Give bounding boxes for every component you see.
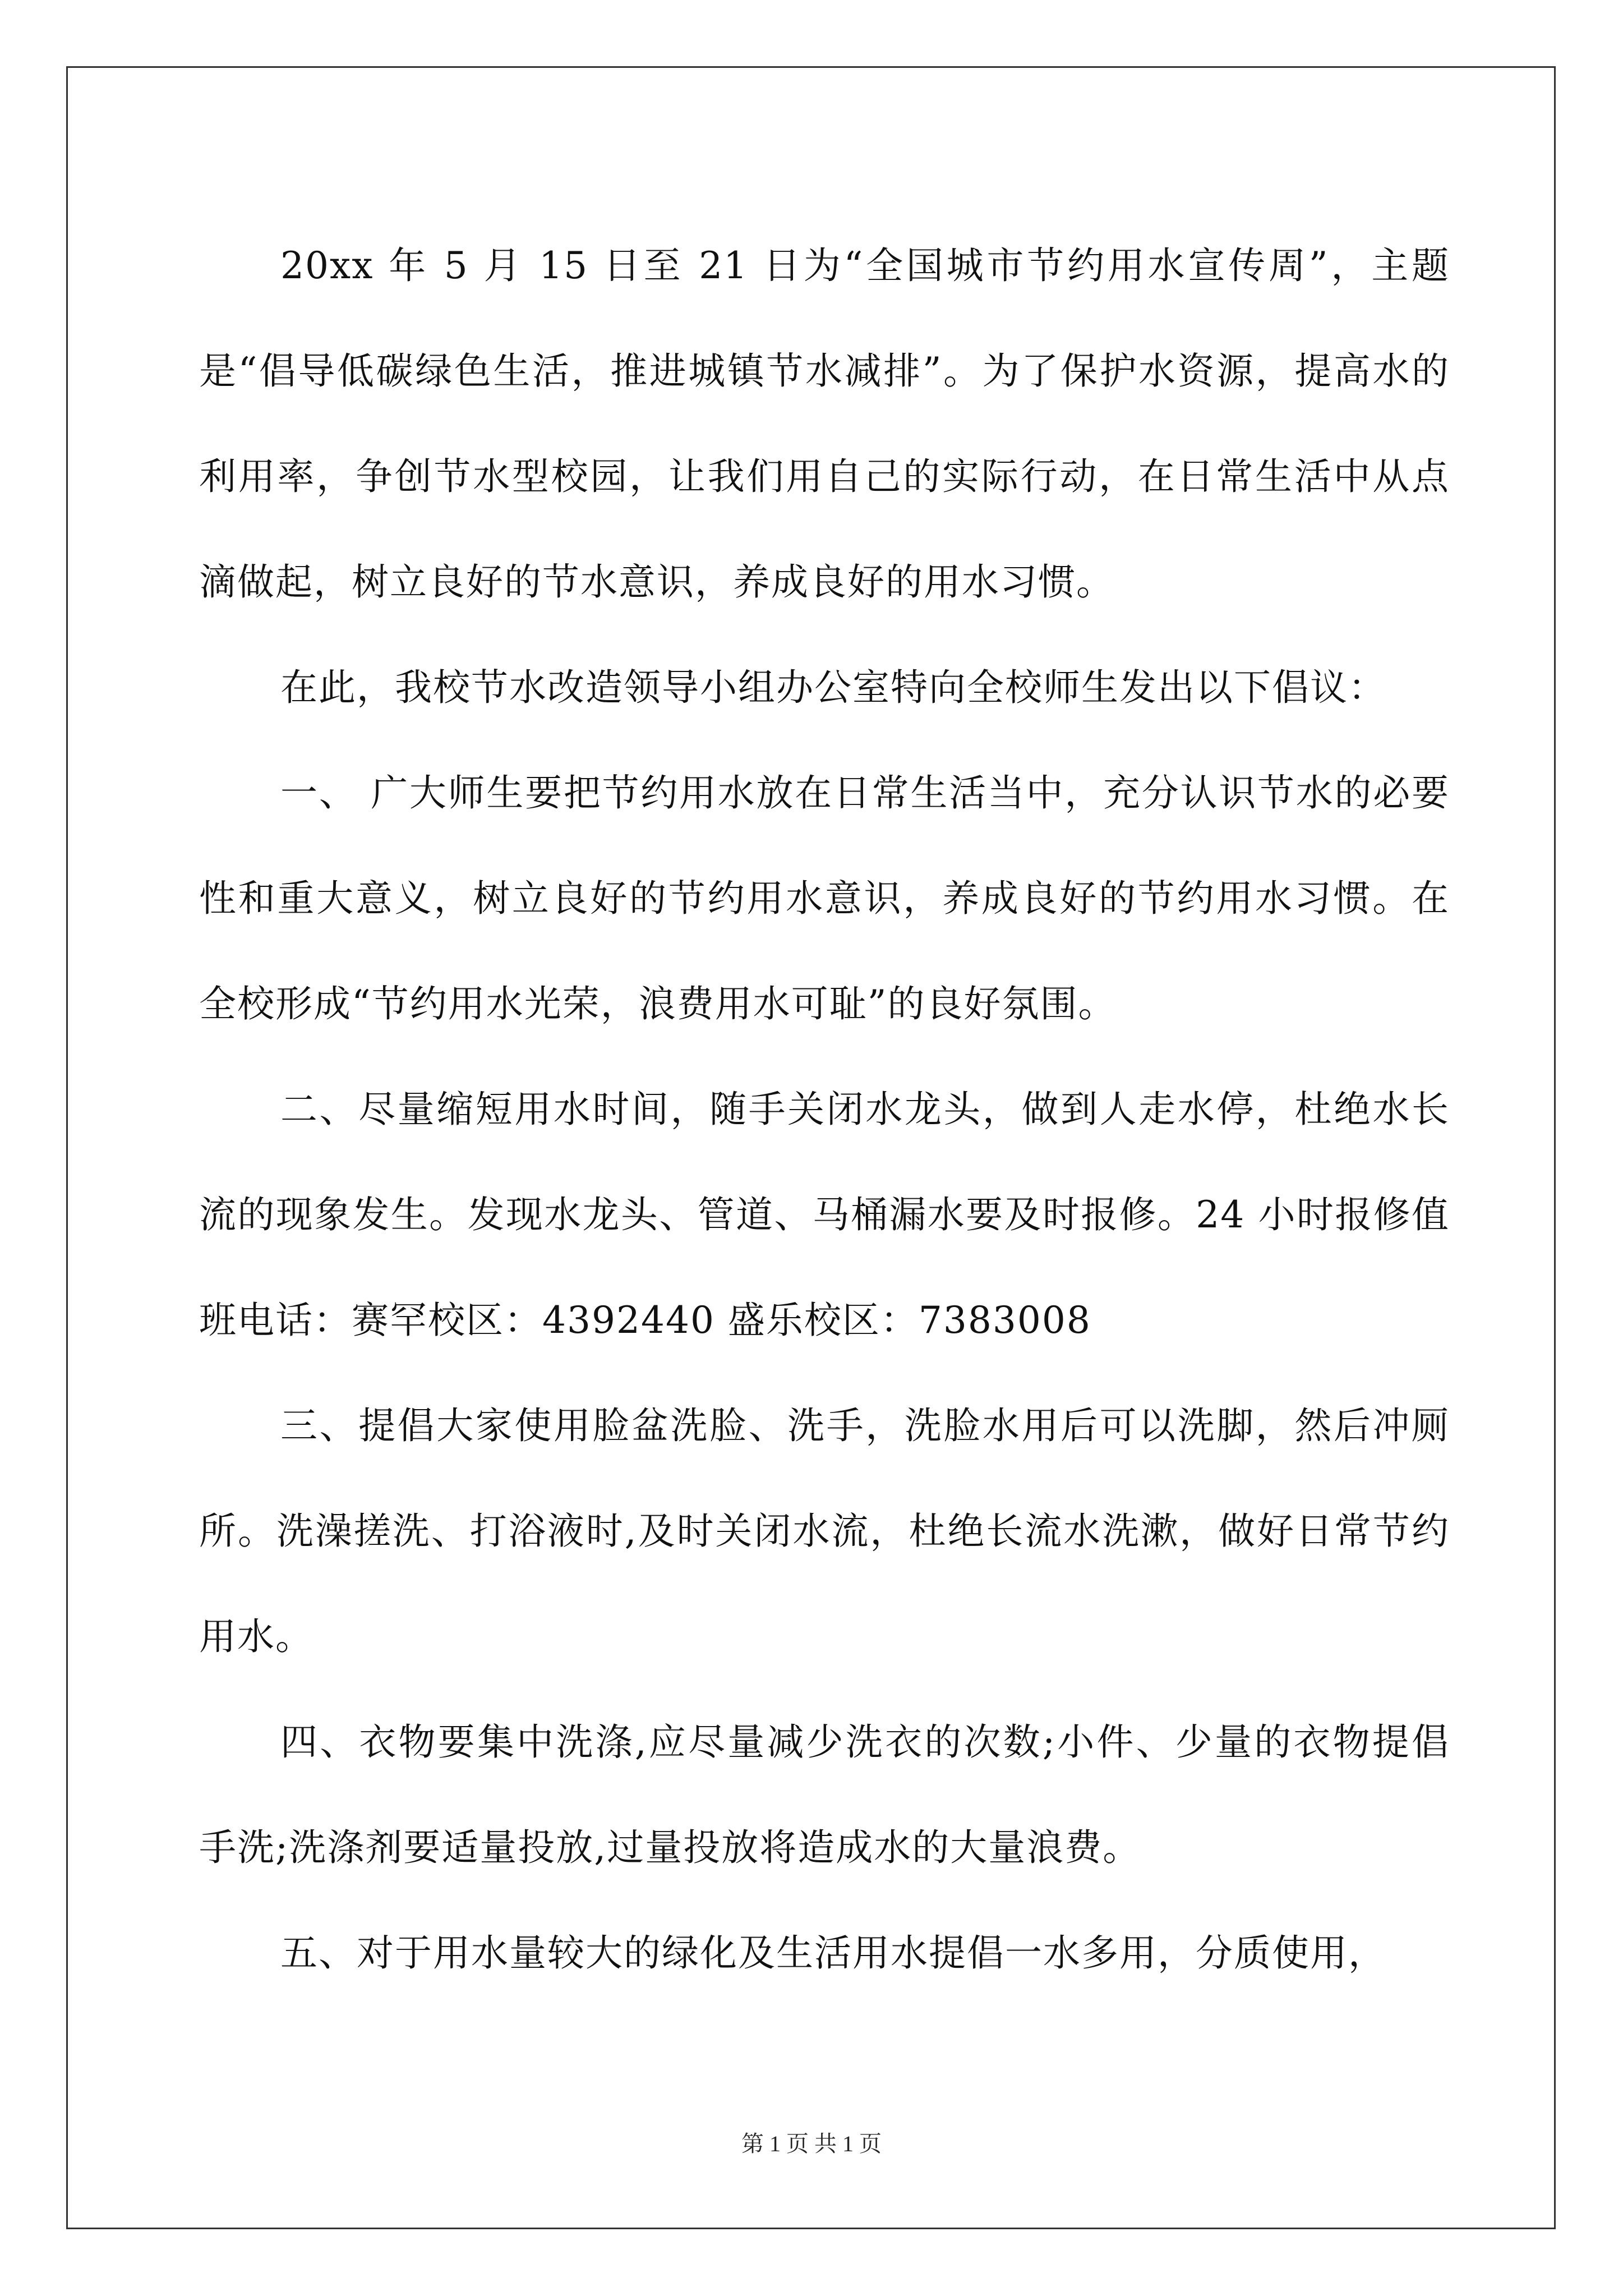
paragraph-item-2: 二、尽量缩短用水时间，随手关闭水龙头，做到人走水停，杜绝水长流的现象发生。发现水龙头、管道、马桶漏水要及时报修。24 小时报修值班电话：赛罕校区：4392440 盛乐校区：7383008 (199, 1088, 1450, 1342)
paragraph-item-4: 四、衣物要集中洗涤,应尽量减少洗衣的次数;小件、少量的衣物提倡手洗;洗涤剂要适量投放,过量投放将造成水的大量浪费。 (199, 1720, 1450, 1869)
paragraph-item-1: 一、 广大师生要把节约用水放在日常生活当中，充分认识节水的必要性和重大意义，树立良好的节约用水意识，养成良好的节约用水习惯。在全校形成“节约用水光荣，浪费用水可耻”的良好氛围。 (199, 771, 1450, 1025)
paragraph-item-3: 三、提倡大家使用脸盆洗脸、洗手，洗脸水用后可以洗脚，然后冲厕所。洗澡搓洗、打浴液时,及时关闭水流，杜绝长流水洗漱，做好日常节约用水。 (199, 1404, 1450, 1658)
paragraph-intro: 20xx 年 5 月 15 日至 21 日为“全国城市节约用水宣传周”，主题是“倡导低碳绿色生活，推进城镇节水减排”。为了保护水资源，提高水的利用率，争创节水型校园，让我们用自己的实际行动，在日常生活中从点滴做起，树立良好的节水意识，养成良好的用水习惯。 (199, 244, 1450, 604)
document-body (199, 213, 1450, 2006)
paragraph-proposal-intro: 在此，我校节水改造领导小组办公室特向全校师生发出以下倡议： (280, 666, 1386, 709)
paragraph-item-5: 五、对于用水量较大的绿化及生活用水提倡一水多用，分质使用， (280, 1931, 1386, 1975)
page-number-footer: 第 1 页 共 1 页 (741, 2131, 882, 2156)
